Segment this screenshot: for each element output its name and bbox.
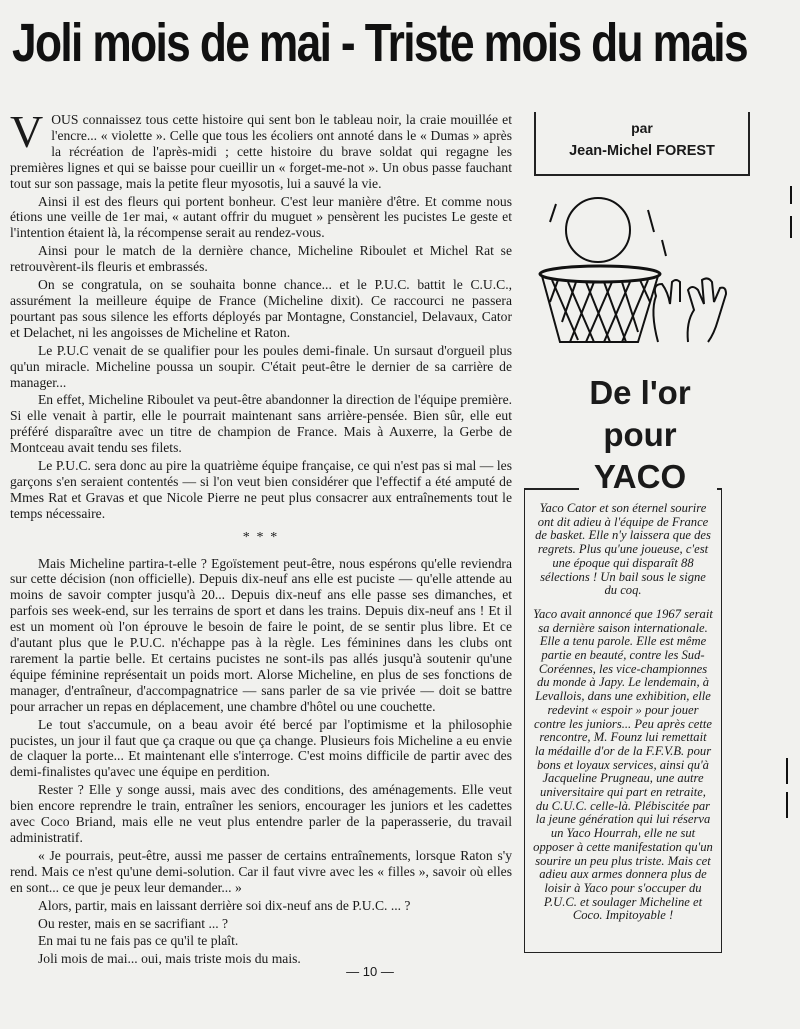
article-paragraph: Le tout s'accumule, on a beau avoir été bercé par l'optimisme et la philosophie pucistes, un jour il faut que ça craque ou que ça change. Plusieurs fois Micheline a eu envie de claquer la porte... Et maintenant elle s'interroge. C'est moins difficile de partir avec des demi-finalistes qu'avec une équipe en perdition. xyxy=(10,716,512,780)
basketball-icon xyxy=(566,198,630,262)
margin-mark xyxy=(790,186,792,204)
article-paragraph: Le P.U.C venait de se qualifier pour les poules demi-finale. Un sursaut d'orgueil plus qu'un miracle. Micheline poussa un soupir. C'était peut-être le dernier de sa carrière de manager... xyxy=(10,342,512,390)
section-separator: * * * xyxy=(242,529,280,545)
drop-cap: V xyxy=(10,106,44,157)
byline-prefix: par xyxy=(631,120,653,136)
page-number: — 10 — xyxy=(346,964,394,979)
sidebar-border xyxy=(525,488,579,490)
margin-mark xyxy=(790,216,792,238)
sidebar-paragraph: Yaco avait annoncé que 1967 serait sa dernière saison internationale. Elle a tenu parole. Elle est même partie en beauté, contre les Sud-Coréennes, les vice-championnes du monde à Japy. Le lendemain, à Levallois, dans une exhibition, elle redevint « espoir » pour jouer contre les juniors... Peu après cette rencontre, M. Founz lui remettait la médaille d'or de la F.F.V.B. pour bons et loyaux services, ainsi qu'à Jacqueline Prugneau, une autre universitaire qui part en retraite, du C.U.C. celle-là. Plébiscitée par la jeune génération qui lui réserva un Yaco Hourrah, elle ne sut opposer à cette manifestation qu'un sourire un peu plus triste. Mais cet adieu aux armes donnera plus de loisir à Yaco pour s'occuper du P.U.C. et soulager Micheline et Coco. Impitoyable ! xyxy=(533,606,713,923)
byline-author: Jean-Michel FOREST xyxy=(569,143,715,159)
article-paragraph: « Je pourrais, peut-être, aussi me passer de certains entraînements, lorsque Raton s'y rend. Mais ce n'est qu'une demi-solution. Car il faut vivre avec les « filles », savoir où elles en sont... ce que je peux leur demander... » xyxy=(10,847,512,895)
article-paragraph: En mai tu ne fais pas ce qu'il te plaît. xyxy=(38,933,239,949)
byline-box xyxy=(534,112,750,176)
sidebar-border xyxy=(717,488,721,490)
article-paragraph: Ou rester, mais en se sacrifiant ... ? xyxy=(38,915,229,931)
article-paragraph: Mais Micheline partira-t-elle ? Egoïstement peut-être, nous espérons qu'elle reviendra sur cette décision (non officielle). Depuis dix-neuf ans elle est puciste — qu'elle attende au moins de savoir compter jusqu'à 20... Depuis dix-neuf ans elle passe ses dimanches, et parfois ses week-end, sur les terrains de sport et dans les trains. Depuis dix-neuf ans ! Et il est un moment où l'on éprouve le besoin de faire le point, de se sentir plus libre. Et ce d'autant plus que le P.U.C. n'échappe pas à la règle. Les féminines dans les clubs ont rarement la partie belle. Et certains pucistes ne sont-ils pas allés jusqu'à soutenir qu'une équipe féminine représentait un poids mort. Alorse Micheline, en plus de ses fonctions de manager, d'entraîneur, d'accompagnatrice — sans parler de sa vie privée — doit se battre pour arracher un repas en déplacement, une chambre d'hôtel ou une couchette. xyxy=(10,555,512,714)
article-paragraph: VOUS connaissez tous cette histoire qui sent bon le tableau noir, la craie mouillée et l'encre... « violette ». Celle que tous les écoliers ont annoté dans le « Dumas » après la récréation de l'après-midi ; cette histoire du brave soldat qui regagne les premières lignes et qui se baisse pour cueillir un « forget-me-not ». Un obus passe fauchant tout sur son passage, mais la petite fleur myosotis, lui a sauvé la vie. xyxy=(10,106,512,191)
article-paragraph: Rester ? Elle y songe aussi, mais avec des conditions, des aménagements. Elle veut bien encore reprendre le train, entraîner les seniors, encourager les juniors et les cadettes avec Coco Briand, mais elle ne veut plus entendre parler de la paperasserie, du travail administratif. xyxy=(10,782,512,845)
basketball-hoop-icon xyxy=(538,192,738,362)
margin-mark xyxy=(786,792,788,818)
headline-line: YACO xyxy=(593,458,687,495)
headline-line: De l'or xyxy=(589,374,691,411)
article-body xyxy=(10,106,512,969)
article-paragraph: On se congratula, on se souhaita bonne chance... et le P.U.C. battit le C.U.C., assurément la meilleure équipe de France (Micheline dixit). Ce raccourci ne passera pourtant pas sous silence les efforts déployés par Montagne, Constanciel, Delavaux, Cator et Delachet, ni les angoisses de Micheline et Raton. xyxy=(10,277,512,340)
article-paragraph: Alors, partir, mais en laissant derrière soi dix-neuf ans de P.U.C. ... ? xyxy=(38,897,411,913)
sidebar-headline xyxy=(540,372,740,498)
page-title: Joli mois de mai - Triste mois du mais xyxy=(12,13,747,73)
sidebar-paragraph: Yaco Cator et son éternel sourire ont dit adieu à l'équipe de France de basket. Elle n'y laissera que des regrets. Plus qu'une joueuse, c'est une époque qui disparaît 88 sélections ! Un bail sous le signe du coq. xyxy=(535,501,711,598)
article-paragraph: Joli mois de mai... oui, mais triste mois du mais. xyxy=(38,951,301,967)
sidebar-box xyxy=(524,488,722,953)
sidebar-text xyxy=(533,502,713,933)
article-paragraph: Le P.U.C. sera donc au pire la quatrième équipe française, ce qui n'est pas si mal — les garçons s'en seraient contentés — si l'on veut bien considérer que l'effectif a été amputé de Mmes Rat et Gravas et que Nicole Pierre ne peut plus consacrer aux entraînements tout le temps nécessaire. xyxy=(10,458,512,521)
article-paragraph: Ainsi il est des fleurs qui portent bonheur. C'est leur manière d'être. Et comme nous étions une veille de 1er mai, « autant offrir du muguet » pensèrent les pucistes Le geste et l'intention étaient là, la récompense serait au rendez-vous. xyxy=(10,193,512,241)
headline-line: pour xyxy=(603,416,677,453)
article-paragraph: Ainsi pour le match de la dernière chance, Micheline Riboulet et Michel Rat se retrouvèrent-ils fleuris et embrassés. xyxy=(10,243,512,275)
margin-mark xyxy=(786,758,788,784)
article-paragraph: En effet, Micheline Riboulet va peut-être abandonner la direction de l'équipe première. Si elle venait à partir, elle le pourrait maintenant sans arrière-pensée. Bien sûr, elle eut préféré disparaître avec un titre de champion de France. Mais à Auxerre, la Gerbe de Montceau avait tendu ses filets. xyxy=(10,392,512,456)
